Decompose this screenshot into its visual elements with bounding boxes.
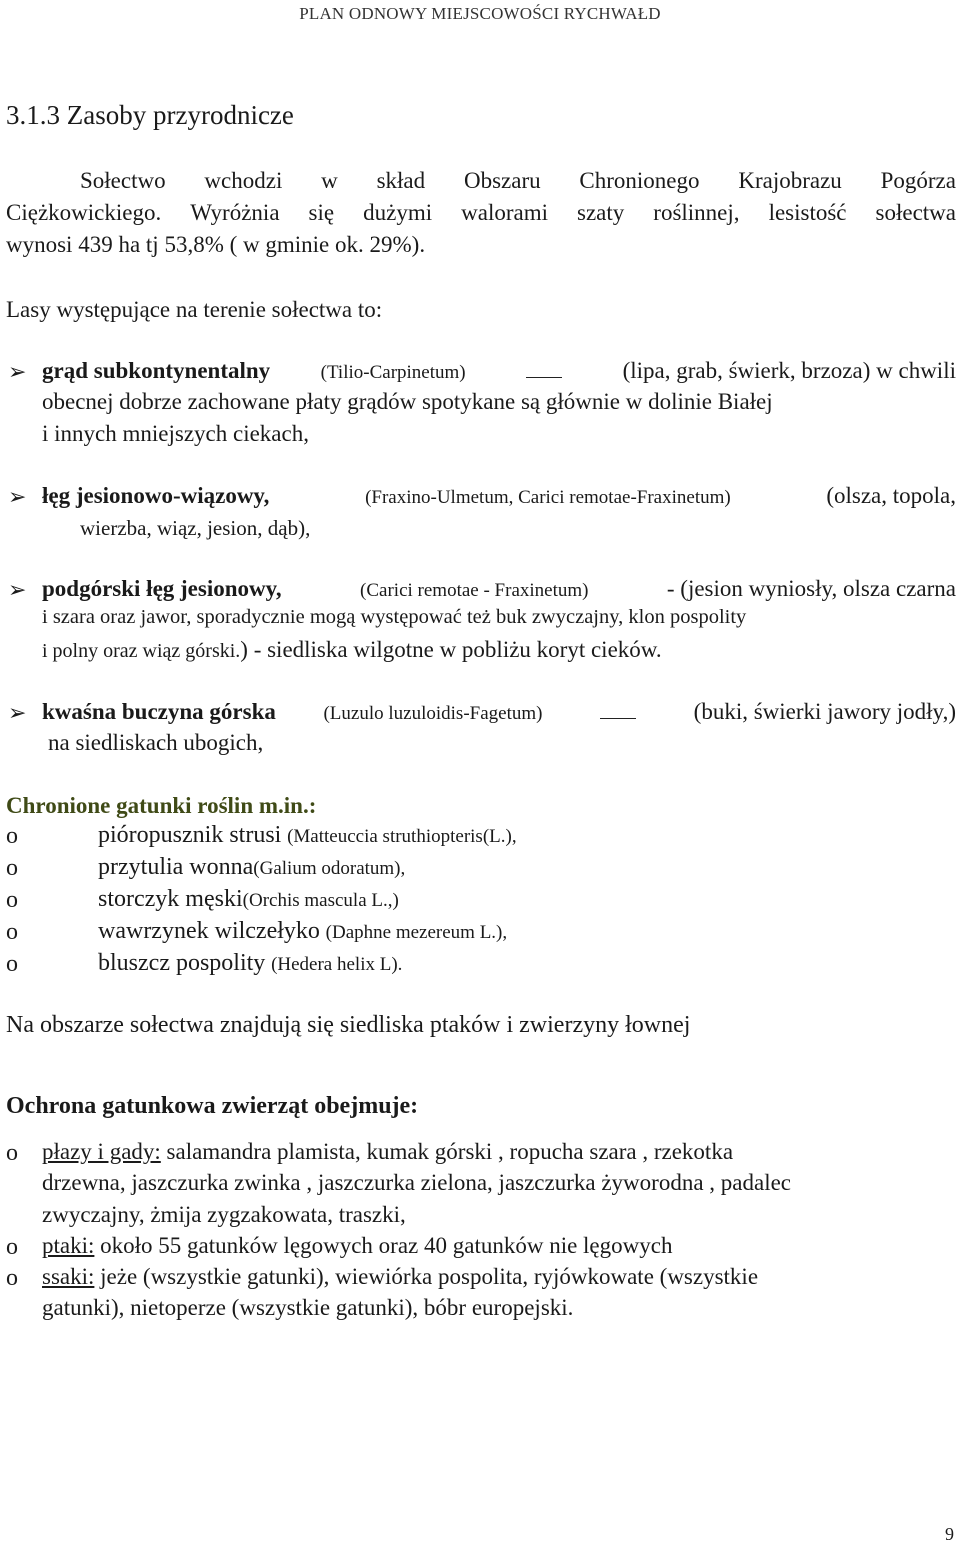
forest-latin: (Luzulo luzuloidis-Fagetum) — [323, 703, 543, 724]
intro-line-2 — [6, 200, 956, 226]
forest-item-3-line-2 — [42, 606, 956, 629]
arrow-bullet-icon: ➢ — [8, 360, 27, 385]
plant-item — [98, 950, 402, 977]
intro-word: Wyróżnia — [190, 200, 280, 225]
animal-item-1-line-2: drzewna, jaszczurka zwinka , jaszczurka zielona, jaszczurka żyworodna , padalec — [42, 1170, 792, 1195]
animal-item-2-line-1 — [42, 1233, 672, 1259]
arrow-bullet-icon: ➢ — [8, 485, 27, 510]
em-dash-line — [600, 718, 636, 719]
arrow-bullet-icon: ➢ — [8, 578, 27, 603]
forest-species: (lipa, grab, świerk, brzoza) w chwili — [622, 358, 956, 383]
forest-line-a: i polny oraz wiąz górski. — [42, 640, 241, 662]
forest-item-3-line-3 — [42, 637, 662, 663]
intro-word: Obszaru — [463, 168, 541, 193]
intro-line-1 — [80, 168, 956, 194]
intro-word: Sołectwo — [80, 168, 166, 193]
circle-bullet-icon: o — [6, 919, 18, 945]
animals-heading: Ochrona gatunkowa zwierząt obejmuje: — [6, 1093, 419, 1119]
plant-name: bluszcz pospolity — [98, 950, 266, 976]
animal-species: około 55 gatunków lęgowych oraz 40 gatunków nie lęgowych — [94, 1233, 673, 1258]
plant-item — [98, 822, 517, 849]
animal-item-3-line-2: gatunki), nietoperze (wszystkie gatunki), bóbr europejski. — [42, 1295, 574, 1320]
animal-species: jeże (wszystkie gatunki), wiewiórka pospolita, ryjówkowate (wszystkie — [94, 1264, 759, 1289]
intro-word: sołectwa — [875, 200, 956, 225]
em-dash-line — [526, 377, 562, 378]
forest-item-2-line-2: wierzba, wiąz, jesion, dąb), — [80, 516, 311, 540]
intro-word: wchodzi — [204, 168, 283, 193]
circle-bullet-icon: o — [6, 951, 18, 977]
intro-line-3: wynosi 439 ha tj 53,8% ( w gminie ok. 29%). — [6, 232, 426, 257]
circle-bullet-icon: o — [6, 1234, 18, 1260]
plant-item — [98, 918, 507, 945]
animal-item-1-line-3: zwyczajny, żmija zygzakowata, traszki, — [42, 1202, 406, 1227]
plant-latin: (Galium odoratum), — [253, 858, 406, 879]
forest-line: i szara oraz jawor, sporadycznie mogą występować też buk zwyczajny, klon pospolity — [42, 606, 747, 628]
animal-species: salamandra plamista, kumak górski , ropucha szara , rzekotka — [160, 1139, 734, 1164]
circle-bullet-icon: o — [6, 887, 18, 913]
forest-species: - (jesion wyniosły, olsza czarna — [666, 576, 956, 601]
intro-word: w — [321, 168, 338, 193]
forest-latin: (Fraxino-Ulmetum, Carici remotae-Fraxinetum) — [365, 487, 731, 508]
intro-word: Ciężkowickiego. — [6, 200, 162, 225]
forest-name: kwaśna buczyna górska — [42, 699, 276, 724]
intro-word: skład — [376, 168, 426, 193]
running-header: PLAN ODNOWY MIEJSCOWOŚCI RYCHWAŁD — [299, 4, 661, 23]
intro-word: się — [308, 200, 335, 225]
forest-item-4-line-1 — [42, 699, 956, 725]
intro-word: roślinnej, — [653, 200, 740, 225]
intro-word: walorami — [461, 200, 548, 225]
circle-bullet-icon: o — [6, 1265, 18, 1291]
plant-latin: (Hedera helix L). — [271, 954, 403, 975]
plant-name: pióropusznik strusi — [98, 822, 282, 848]
forest-item-1-line-3: i innych mniejszych ciekach, — [42, 421, 309, 446]
animal-group-label: ptaki: — [42, 1233, 95, 1258]
circle-bullet-icon: o — [6, 823, 18, 849]
plant-item — [98, 854, 405, 881]
circle-bullet-icon: o — [6, 855, 18, 881]
intro-word: Krajobrazu — [738, 168, 842, 193]
forest-species: (olsza, topola, — [826, 483, 956, 508]
plant-item — [98, 886, 399, 913]
forest-name: grąd subkontynentalny — [42, 358, 271, 383]
plant-name: przytulia wonna — [98, 854, 254, 880]
forest-line-b: ) - siedliska wilgotne w pobliżu koryt cieków. — [240, 637, 662, 662]
forests-intro: Lasy występujące na terenie sołectwa to: — [6, 297, 383, 322]
plant-latin: (Daphne mezereum L.), — [325, 922, 508, 943]
intro-word: szaty — [577, 200, 625, 225]
intro-word: Chronionego — [579, 168, 700, 193]
intro-word: dużymi — [363, 200, 433, 225]
forest-item-2-line-1 — [42, 483, 956, 509]
habitat-note: Na obszarze sołectwa znajdują się siedliska ptaków i zwierzyny łownej — [6, 1012, 691, 1038]
arrow-bullet-icon: ➢ — [8, 701, 27, 726]
forest-latin: (Carici remotae - Fraxinetum) — [360, 580, 589, 601]
forest-item-1-line-1 — [42, 358, 956, 384]
forest-name: podgórski łęg jesionowy, — [42, 576, 282, 601]
forest-line: obecnej dobrze zachowane płaty grądów spotykane są głównie w dolinie Białej — [42, 389, 773, 414]
intro-word: lesistość — [768, 200, 847, 225]
plant-name: storczyk męski — [98, 886, 243, 912]
forest-item-3-line-1 — [42, 576, 956, 602]
plant-name: wawrzynek wilczełyko — [98, 918, 320, 944]
page-number: 9 — [945, 1524, 954, 1544]
forest-name: łęg jesionowo-wiązowy, — [42, 483, 270, 508]
animal-item-3-line-1 — [42, 1264, 758, 1290]
forest-item-4-line-2: na siedliskach ubogich, — [48, 730, 264, 755]
section-title: 3.1.3 Zasoby przyrodnicze — [6, 100, 294, 130]
animal-group-label: ssaki: — [42, 1264, 95, 1289]
forest-item-1-line-2 — [42, 389, 956, 415]
animal-item-1-line-1 — [42, 1139, 733, 1165]
animal-group-label: płazy i gady: — [42, 1139, 161, 1164]
plant-latin: (Orchis mascula L.,) — [242, 890, 399, 911]
forest-latin: (Tilio-Carpinetum) — [320, 362, 466, 383]
circle-bullet-icon: o — [6, 1140, 18, 1166]
plants-heading: Chronione gatunki roślin m.in.: — [6, 793, 317, 818]
plant-latin: (Matteuccia struthiopteris(L.), — [287, 826, 517, 847]
intro-word: Pogórza — [880, 168, 956, 193]
forest-species: (buki, świerki jawory jodły,) — [693, 699, 956, 724]
